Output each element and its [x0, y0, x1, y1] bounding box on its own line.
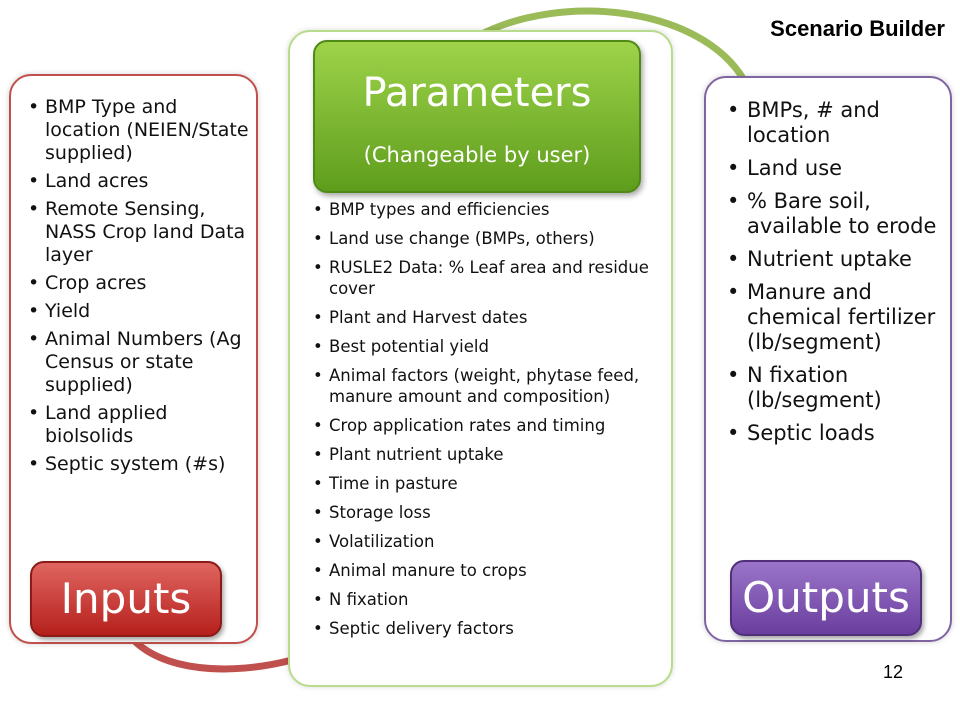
outputs-list-item: • % Bare soil, available to erode: [747, 189, 947, 239]
parameters-list-item: • RUSLE2 Data: % Leaf area and residue cover: [329, 257, 667, 299]
outputs-label: Outputs: [730, 560, 922, 636]
parameters-label: Parameters: [362, 70, 592, 116]
outputs-list: [747, 98, 947, 454]
inputs-label: Inputs: [30, 561, 222, 637]
parameters-list-item: • Crop application rates and timing: [329, 415, 667, 436]
parameters-list-item: • Septic delivery factors: [329, 618, 667, 639]
parameters-list-item: • Time in pasture: [329, 473, 667, 494]
inputs-list-item: • Yield: [45, 300, 250, 323]
parameters-list-item: • Plant and Harvest dates: [329, 307, 667, 328]
inputs-list-item: • Animal Numbers (Ag Census or state supplied): [45, 328, 250, 397]
inputs-list-item: • Septic system (#s): [45, 453, 250, 476]
parameters-sublabel: (Changeable by user): [363, 143, 591, 167]
inputs-list-item: • Crop acres: [45, 272, 250, 295]
inputs-list-item: • Land applied biolsolids: [45, 402, 250, 448]
outputs-list-item: • BMPs, # and location: [747, 98, 947, 148]
parameters-list: [329, 199, 667, 647]
parameters-list-item: • Animal factors (weight, phytase feed, manure amount and composition): [329, 365, 667, 407]
parameters-list-item: • Plant nutrient uptake: [329, 444, 667, 465]
parameters-list-item: • Land use change (BMPs, others): [329, 228, 667, 249]
outputs-list-item: • Land use: [747, 156, 947, 181]
parameters-list-item: • BMP types and efficiencies: [329, 199, 667, 220]
parameters-list-item: • Animal manure to crops: [329, 560, 667, 581]
outputs-list-item: • Manure and chemical fertilizer (lb/segment): [747, 280, 947, 355]
parameters-list-item: • N fixation: [329, 589, 667, 610]
inputs-list-item: • Land acres: [45, 170, 250, 193]
inputs-list-item: • Remote Sensing, NASS Crop land Data layer: [45, 198, 250, 267]
parameters-header: [313, 40, 641, 193]
page-number: 12: [883, 662, 904, 682]
parameters-list-item: • Volatilization: [329, 531, 667, 552]
inputs-list: [45, 96, 250, 481]
outputs-list-item: • N fixation (lb/segment): [747, 363, 947, 413]
outputs-list-item: • Nutrient uptake: [747, 247, 947, 272]
parameters-list-item: • Best potential yield: [329, 336, 667, 357]
outputs-list-item: • Septic loads: [747, 421, 947, 446]
slide-title: Scenario Builder: [770, 16, 945, 41]
inputs-panel: [9, 74, 258, 644]
inputs-list-item: • BMP Type and location (NEIEN/State supplied): [45, 96, 250, 165]
outputs-panel: [704, 76, 952, 642]
parameters-list-item: • Storage loss: [329, 502, 667, 523]
